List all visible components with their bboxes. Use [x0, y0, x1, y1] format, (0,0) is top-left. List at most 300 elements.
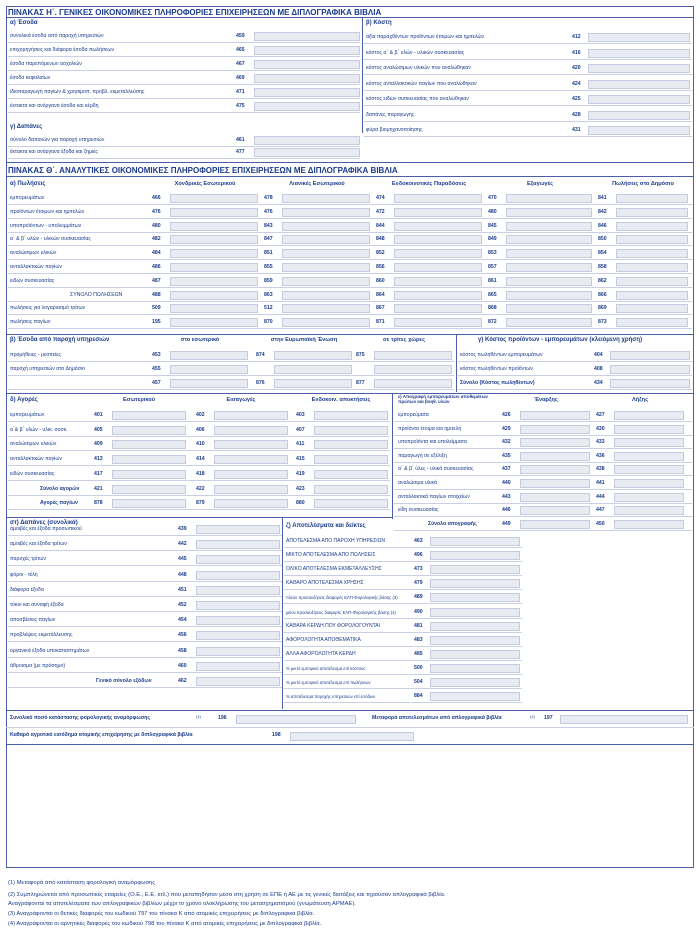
result-value-field[interactable] — [430, 565, 520, 574]
purchases-code: 878 — [94, 500, 103, 507]
services-col-header: στο εσωτερικό — [180, 337, 220, 343]
row-divider — [364, 136, 692, 137]
row-divider — [364, 90, 692, 91]
sales-value-field[interactable] — [282, 194, 370, 203]
expense-value-field[interactable] — [196, 677, 280, 686]
row-divider — [8, 56, 360, 57]
net-agri-label: Καθαρό αγροτικό εισόδημα ατομικής επιχείρησης με διπλογραφικά βιβλία — [10, 732, 193, 738]
row-divider — [284, 702, 522, 703]
inventory-code: 440 — [502, 480, 511, 486]
accounting-transfer-field[interactable] — [560, 715, 688, 724]
purchases-value-field[interactable] — [314, 440, 388, 449]
sales-code: 512 — [264, 305, 273, 312]
inventory-value-field[interactable] — [520, 425, 590, 434]
expense-code: 451 — [178, 586, 187, 593]
expense-row-label: άθροισμα (με πρόσημο) — [10, 662, 66, 669]
purchases-code: 422 — [196, 485, 205, 492]
sales-value-field[interactable] — [282, 304, 370, 313]
result-row-label: ΑΠΟΤΕΛΕΣΜΑ ΑΠΟ ΠΑΡΟΧΗ ΥΠΗΡΕΣΙΩΝ — [286, 538, 386, 544]
expense-value-field[interactable] — [196, 647, 280, 656]
sales-value-field[interactable] — [506, 249, 592, 258]
row-divider — [284, 632, 522, 633]
row-divider — [8, 480, 390, 481]
result-code: 481 — [414, 622, 423, 629]
services-value-field[interactable] — [374, 365, 452, 374]
row-divider — [8, 550, 282, 551]
sales-value-field[interactable] — [506, 208, 592, 217]
services-value-field[interactable] — [274, 379, 352, 388]
row-divider — [394, 475, 692, 476]
expense-value-field[interactable] — [196, 662, 280, 671]
expense-value-field[interactable] — [196, 555, 280, 564]
sales-code: 841 — [598, 195, 607, 201]
sales-col-header: Χονδρικές Εσωτερικού — [174, 181, 236, 187]
result-value-field[interactable] — [430, 608, 520, 617]
row-divider — [284, 575, 522, 576]
income-value-field[interactable] — [254, 74, 360, 83]
purchases-code: 417 — [94, 470, 103, 477]
services-code: 457 — [152, 380, 161, 386]
result-row-label: μείον προσαυξήσεις διαφορές ΕΛΠ-Φορολογικής βάσης (4) — [286, 609, 396, 615]
purchases-code: 401 — [94, 412, 103, 418]
sales-value-field[interactable] — [616, 263, 688, 272]
purchases-value-field[interactable] — [112, 426, 186, 435]
sales-value-field[interactable] — [394, 304, 482, 313]
expense-value-field[interactable] — [196, 540, 280, 549]
inventory-value-field[interactable] — [614, 438, 684, 447]
row-divider — [8, 70, 360, 71]
result-row-label: ΑΛΛΑ ΑΦΟΡΟΛΟΓΗΤΑ ΚΕΡΔΗ — [286, 650, 356, 657]
result-value-field[interactable] — [430, 664, 520, 673]
purchases-value-field[interactable] — [112, 455, 186, 464]
cost-value-field[interactable] — [588, 111, 690, 120]
sales-code: 476 — [152, 208, 161, 215]
row-divider — [8, 273, 692, 274]
inventory-row-label: υποπροϊόντα και υπολείμματα — [398, 439, 467, 446]
expense-value-field[interactable] — [254, 136, 360, 145]
sales-title: α) Πωλήσεις — [10, 181, 46, 187]
expense-code: 460 — [178, 662, 187, 669]
sales-value-field[interactable] — [616, 235, 688, 244]
purchases-value-field[interactable] — [314, 499, 388, 508]
row-divider — [364, 121, 692, 122]
inventory-code: 438 — [596, 466, 605, 473]
cost-sold-label: κόστος πωληθέντων εμπορευμάτων — [460, 352, 543, 358]
inventory-code: 437 — [502, 466, 511, 473]
expense-value-field[interactable] — [196, 586, 280, 595]
sales-value-field[interactable] — [282, 277, 370, 286]
row-divider — [394, 516, 692, 517]
result-value-field[interactable] — [430, 678, 520, 687]
sales-code: 860 — [376, 277, 385, 284]
inventory-value-field[interactable] — [614, 479, 684, 488]
sales-value-field[interactable] — [170, 318, 258, 327]
expense-value-field[interactable] — [196, 601, 280, 610]
sales-value-field[interactable] — [506, 291, 592, 300]
cost-label: αξία παραχθέντων προϊόντων έτοιμων και ημιτελών — [366, 34, 485, 40]
purchases-title: δ) Αγορές — [10, 397, 38, 403]
sales-value-field[interactable] — [506, 277, 592, 286]
cost-label: κόστος ειδών συσκευασίας που αναλώθηκαν — [366, 96, 469, 102]
purchases-value-field[interactable] — [214, 499, 288, 508]
sales-value-field[interactable] — [170, 291, 258, 300]
row-divider — [284, 618, 522, 619]
income-value-field[interactable] — [254, 32, 360, 41]
total-tax-transfer-label: Συνολικό ποσό κατάστασης φορολογικής αναμόρφωσης — [10, 715, 151, 721]
sales-value-field[interactable] — [170, 263, 258, 272]
inventory-value-field[interactable] — [520, 520, 590, 529]
divider — [6, 393, 694, 394]
expense-value-field[interactable] — [196, 525, 280, 534]
cost-sold-label: κόστος πωληθέντων προϊόντων — [460, 366, 533, 372]
purchases-row-label: α΄& β΄ υλών - υλικ. συσκ. — [10, 426, 68, 433]
sales-code: 487 — [152, 277, 161, 284]
services-value-field[interactable] — [170, 379, 248, 388]
result-code: 504 — [414, 679, 423, 685]
services-value-field[interactable] — [170, 351, 248, 360]
purchases-code: 418 — [196, 470, 205, 477]
sales-value-field[interactable] — [506, 263, 592, 272]
sales-value-field[interactable] — [282, 249, 370, 258]
cost-value-field[interactable] — [588, 80, 690, 89]
purchases-value-field[interactable] — [112, 470, 186, 479]
row-divider — [284, 688, 522, 689]
sales-row-label: υποπροϊόντων - υπολειμμάτων — [10, 222, 82, 229]
sales-value-field[interactable] — [506, 235, 592, 244]
sales-value-field[interactable] — [394, 263, 482, 272]
purchases-row-label: Σύνολο αγορών — [40, 485, 80, 492]
result-value-field[interactable] — [430, 579, 520, 588]
expense-code: 461 — [236, 137, 245, 143]
sales-code: 478 — [264, 195, 273, 201]
sales-value-field[interactable] — [394, 291, 482, 300]
table-th-title: ΠΙΝΑΚΑΣ Θ΄. ΑΝΑΛΥΤΙΚΕΣ ΟΙΚΟΝΟΜΙΚΕΣ ΠΛΗΡΟΦΟΡΙΕΣ ΕΠΙΧΕΙΡΗΣΕΩΝ ΜΕ ΔΙΠΛΟΓΡΑΦΙΚΑ ΒΙΒΛΙΑ — [8, 166, 398, 175]
purchases-value-field[interactable] — [112, 499, 186, 508]
expense-code: 477 — [236, 149, 245, 155]
sales-value-field[interactable] — [282, 291, 370, 300]
sales-value-field[interactable] — [616, 304, 688, 313]
divider — [6, 710, 694, 711]
row-divider — [8, 581, 282, 582]
table-h-title: ΠΙΝΑΚΑΣ Η΄. ΓΕΝΙΚΕΣ ΟΙΚΟΝΟΜΙΚΕΣ ΠΛΗΡΟΦΟΡΙΕΣ ΕΠΙΧΕΙΡΗΣΕΩΝ ΜΕ ΔΙΠΛΟΓΡΑΦΙΚΑ ΒΙΒΛΙΑ — [8, 8, 382, 17]
row-divider — [364, 43, 692, 44]
result-value-field[interactable] — [430, 650, 520, 659]
sales-value-field[interactable] — [282, 222, 370, 231]
income-label: έκτακτα και ανόργανα έσοδα και κέρδη — [10, 103, 99, 109]
expense-row-label: προβλέψεις εκμετάλλευσης — [10, 632, 73, 639]
result-value-field[interactable] — [430, 551, 520, 560]
purchases-value-field[interactable] — [214, 470, 288, 479]
sales-value-field[interactable] — [394, 194, 482, 203]
cost-code: 425 — [572, 96, 581, 102]
sales-code: 484 — [152, 250, 161, 257]
purchases-code: 413 — [94, 456, 103, 463]
inventory-value-field[interactable] — [614, 452, 684, 461]
cost-label: κόστος α΄ & β΄ υλών - υλικών συσκευασίας — [366, 49, 465, 56]
result-code: 483 — [414, 636, 423, 643]
expense-value-field[interactable] — [196, 571, 280, 580]
purchases-value-field[interactable] — [214, 440, 288, 449]
expense-label: έκτακτα και ανόργανα έξοδα και ζημιές — [10, 149, 98, 155]
services-value-field[interactable] — [374, 379, 452, 388]
inventory-value-field[interactable] — [520, 493, 590, 502]
total-tax-transfer-code: 196 — [218, 715, 227, 721]
row-divider — [394, 530, 692, 531]
sales-value-field[interactable] — [170, 304, 258, 313]
purchases-value-field[interactable] — [112, 440, 186, 449]
inventory-value-field[interactable] — [614, 411, 684, 420]
sales-value-field[interactable] — [170, 222, 258, 231]
sales-code: 866 — [598, 291, 607, 298]
expense-label: σύνολο δαπανών για παροχή υπηρεσιών — [10, 137, 105, 143]
inventory-value-field[interactable] — [614, 506, 684, 515]
income-value-field[interactable] — [254, 88, 360, 97]
row-divider — [8, 361, 454, 362]
row-divider — [364, 74, 692, 75]
income-value-field[interactable] — [254, 102, 360, 111]
purchases-value-field[interactable] — [314, 411, 388, 420]
sales-row-label: πωλήσεις για λογαριασμό τρίτων — [10, 305, 86, 312]
purchases-value-field[interactable] — [214, 411, 288, 420]
result-code: 463 — [414, 538, 423, 544]
sales-col-header: Εξαγωγές — [527, 181, 553, 187]
row-divider — [458, 375, 692, 376]
section-c-title: γ) Δαπάνες — [10, 124, 43, 130]
sales-code: 867 — [376, 305, 385, 312]
inventory-value-field[interactable] — [520, 479, 590, 488]
income-code: 471 — [236, 89, 245, 95]
income-code: 465 — [236, 47, 245, 53]
sales-value-field[interactable] — [616, 318, 688, 327]
sales-code: 474 — [376, 195, 385, 201]
sales-row-label: προϊόντων έτοιμων και ημιτελών — [10, 208, 85, 215]
sales-value-field[interactable] — [616, 194, 688, 203]
row-divider — [8, 158, 360, 159]
net-agri-field[interactable] — [290, 732, 414, 741]
cost-value-field[interactable] — [588, 126, 690, 135]
row-divider — [364, 105, 692, 106]
expense-row-label: αποσβέσεις παγίων — [10, 617, 56, 624]
purchases-code: 411 — [296, 441, 305, 448]
cost-value-field[interactable] — [588, 49, 690, 58]
purchases-row-label: αναλώσιμων υλικών — [10, 441, 57, 448]
sales-value-field[interactable] — [616, 291, 688, 300]
inventory-row-label: Σύνολο απογραφής — [428, 520, 477, 527]
cost-sold-value-field[interactable] — [610, 379, 690, 388]
purchases-code: 410 — [196, 441, 205, 448]
row-divider — [8, 641, 282, 642]
result-value-field[interactable] — [430, 622, 520, 631]
sales-code: 850 — [598, 236, 607, 243]
result-row-label: % μικτό εμπορικό αποτέλεσμα επί πωλήσεων — [286, 680, 371, 685]
inventory-value-field[interactable] — [614, 465, 684, 474]
services-value-field[interactable] — [374, 351, 452, 360]
inventory-value-field[interactable] — [520, 438, 590, 447]
purchases-value-field[interactable] — [314, 485, 388, 494]
result-value-field[interactable] — [430, 593, 520, 602]
purchases-value-field[interactable] — [314, 455, 388, 464]
purchases-row-label: εμπορευμάτων — [10, 412, 45, 418]
sales-value-field[interactable] — [170, 208, 258, 217]
purchases-value-field[interactable] — [214, 426, 288, 435]
sales-code: 470 — [488, 195, 497, 201]
sales-code: 482 — [152, 236, 161, 243]
inventory-value-field[interactable] — [614, 425, 684, 434]
inventory-value-field[interactable] — [614, 493, 684, 502]
inventory-value-field[interactable] — [614, 520, 684, 529]
income-label: ιδιοπαραγωγή παγίων & χρησιμοπ. προβλ. εκμεταλλεύσης — [10, 89, 145, 95]
inventory-code: 427 — [596, 412, 605, 418]
row-divider — [8, 204, 692, 205]
sales-code: 870 — [264, 319, 273, 326]
row-divider — [394, 435, 692, 436]
sales-row-label: αναλώσιμων υλικών — [10, 250, 57, 257]
row-divider — [8, 328, 692, 329]
row-divider — [8, 42, 360, 43]
sales-value-field[interactable] — [506, 194, 592, 203]
row-divider — [8, 84, 360, 85]
inventory-row-label: εμπορεύματα — [398, 412, 429, 418]
row-divider — [8, 626, 282, 627]
sales-value-field[interactable] — [394, 277, 482, 286]
expense-value-field[interactable] — [196, 631, 280, 640]
services-row-label: προμήθειες - μεσιτείες — [10, 352, 62, 358]
sales-code: 865 — [488, 291, 497, 298]
sales-value-field[interactable] — [282, 318, 370, 327]
sales-code: 856 — [376, 264, 385, 270]
income-value-field[interactable] — [254, 60, 360, 69]
cost-value-field[interactable] — [588, 95, 690, 104]
income-value-field[interactable] — [254, 46, 360, 55]
row-divider — [8, 98, 360, 99]
inventory-value-field[interactable] — [520, 465, 590, 474]
row-divider — [8, 375, 454, 376]
cost-value-field[interactable] — [588, 64, 690, 73]
purchases-value-field[interactable] — [314, 426, 388, 435]
sales-code: 476 — [264, 208, 273, 215]
sales-code: 486 — [152, 264, 161, 270]
row-divider — [8, 301, 692, 302]
cost-sold-value-field[interactable] — [610, 351, 690, 360]
services-code: 874 — [256, 352, 265, 358]
cost-value-field[interactable] — [588, 33, 690, 42]
purchases-value-field[interactable] — [214, 455, 288, 464]
sales-value-field[interactable] — [170, 194, 258, 203]
services-value-field[interactable] — [274, 365, 352, 374]
result-code: 500 — [414, 664, 423, 671]
sales-code: 854 — [598, 250, 607, 257]
accounting-transfer-label: Μεταφορά αποτελεσμάτων από απλογραφικά βιβλία — [372, 715, 502, 721]
row-divider — [284, 589, 522, 590]
sales-col-header: Λιανικές Εσωτερικού — [289, 181, 345, 187]
sales-code: 855 — [264, 264, 273, 270]
sales-value-field[interactable] — [616, 277, 688, 286]
sales-value-field[interactable] — [282, 208, 370, 217]
expense-code: 458 — [178, 647, 187, 654]
services-col-header: σε τρίτες χώρες — [382, 337, 425, 343]
total-tax-transfer-field[interactable] — [236, 715, 356, 724]
purchases-row-label: ανταλλακτικών παγίων — [10, 456, 62, 463]
inventory-code: 429 — [502, 425, 511, 432]
sales-value-field[interactable] — [616, 222, 688, 231]
cost-sold-code: 434 — [594, 380, 603, 386]
row-divider — [6, 727, 694, 728]
inventory-code: 446 — [502, 507, 511, 514]
result-value-field[interactable] — [430, 692, 520, 701]
expense-row-label: οργανικά έξοδα υποκαταστημάτων — [10, 647, 90, 654]
sales-value-field[interactable] — [394, 222, 482, 231]
row-divider — [458, 389, 692, 390]
sales-code: 864 — [376, 291, 385, 298]
divider — [282, 517, 283, 709]
sales-value-field[interactable] — [282, 235, 370, 244]
purchases-code: 421 — [94, 485, 103, 492]
sales-code: 480 — [488, 208, 497, 215]
inventory-value-field[interactable] — [520, 452, 590, 461]
expenses-title: στ) Δαπάνες (συνολικά) — [10, 520, 78, 526]
purchases-value-field[interactable] — [112, 411, 186, 420]
sales-value-field[interactable] — [282, 263, 370, 272]
purchases-value-field[interactable] — [314, 470, 388, 479]
cost-label: δαπάνες παραγωγής — [366, 111, 415, 118]
purchases-col-header: Εσωτερικού — [123, 397, 155, 403]
sales-value-field[interactable] — [616, 208, 688, 217]
sales-value-field[interactable] — [170, 277, 258, 286]
sales-value-field[interactable] — [506, 222, 592, 231]
row-divider — [8, 509, 390, 510]
result-value-field[interactable] — [430, 636, 520, 645]
sales-code: 858 — [598, 264, 607, 270]
expense-value-field[interactable] — [254, 148, 360, 157]
inventory-value-field[interactable] — [520, 506, 590, 515]
row-divider — [284, 660, 522, 661]
result-value-field[interactable] — [430, 537, 520, 546]
result-row-label: πλέον προσαυξήσεις διαφορές ΕΛΠ-Φορολογικής βάσης (3) — [286, 595, 398, 601]
inventory-value-field[interactable] — [520, 411, 590, 420]
cost-sold-value-field[interactable] — [610, 365, 690, 374]
sales-code: 480 — [152, 222, 161, 229]
sales-value-field[interactable] — [170, 235, 258, 244]
services-value-field[interactable] — [274, 351, 352, 360]
expense-value-field[interactable] — [196, 616, 280, 625]
inventory-code: 432 — [502, 439, 511, 446]
sales-value-field[interactable] — [394, 235, 482, 244]
purchases-col-header: Ενδοκοιν. αποκτήσεις — [311, 397, 371, 403]
services-code: 875 — [356, 352, 365, 358]
sales-value-field[interactable] — [394, 318, 482, 327]
expense-row-label: αμοιβές και έξοδα τρίτων — [10, 541, 67, 548]
divider — [6, 334, 694, 335]
purchases-value-field[interactable] — [214, 485, 288, 494]
row-divider — [8, 495, 390, 496]
cost-code: 416 — [572, 49, 581, 56]
sales-value-field[interactable] — [394, 249, 482, 258]
sales-value-field[interactable] — [506, 304, 592, 313]
purchases-code: 879 — [196, 500, 205, 507]
row-divider — [284, 674, 522, 675]
sales-code: 195 — [152, 319, 161, 326]
row-divider — [364, 59, 692, 60]
sales-value-field[interactable] — [506, 318, 592, 327]
sales-value-field[interactable] — [616, 249, 688, 258]
cost-code: 420 — [572, 65, 581, 71]
sales-value-field[interactable] — [394, 208, 482, 217]
purchases-value-field[interactable] — [112, 485, 186, 494]
footnote: (4) Αναγράφονται οι αρνητικές διαφορές του κωδικού 798 του πίνακα Κ από ατομικές επιχειρήσεις με διπλογραφικά βιβλία. — [8, 921, 322, 927]
services-value-field[interactable] — [170, 365, 248, 374]
sales-value-field[interactable] — [170, 249, 258, 258]
row-divider — [394, 489, 692, 490]
